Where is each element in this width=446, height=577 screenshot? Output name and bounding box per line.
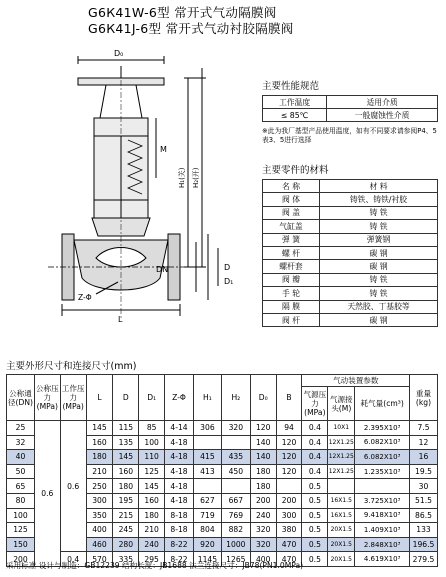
cell-d: 115 [113,421,139,436]
cell-d0: 320 [250,523,276,538]
cell-d: 215 [113,508,139,523]
mat-header-name: 名 称 [263,180,320,193]
mat-name: 手 轮 [263,287,320,300]
dimensions-heading: 主要外形尺寸和连接尺寸(mm) [6,361,137,372]
title-line-2: G6К41J-6型 常开式气动衬胶隔膜阀 [88,21,294,36]
cell-l: 250 [86,479,113,494]
mat-name: 螺 杆 [263,246,320,259]
cell-d0: 240 [250,508,276,523]
cell-weight: 16 [410,450,438,465]
cell-dn: 80 [7,493,35,508]
cell-air-consumption: 1.235X10³ [355,464,410,479]
cell-air-connector: 10X1 [328,421,355,436]
label-h1: H₁(关) [178,167,186,188]
cell-weight: 7.5 [410,421,438,436]
cell-h1: 1145 [193,552,221,567]
cell-weight: 86.5 [410,508,438,523]
cell-air-pressure: 0.4 [302,464,328,479]
cell-air-pressure: 0.5 [302,537,328,552]
cell-d: 245 [113,523,139,538]
mat-material: 天然胶、丁基胶等 [320,300,438,313]
cell-air-connector: 16X1.5 [328,508,355,523]
perf-cell-medium: 一般腐蚀性介质 [327,109,438,122]
materials-heading: 主要零件的材料 [262,165,329,176]
cell-d0: 180 [250,464,276,479]
cell-z: 4-18 [165,493,194,508]
col-d: D [113,375,139,421]
cell-d0: 120 [250,421,276,436]
cell-h1: 306 [193,421,221,436]
cell-l: 160 [86,435,113,450]
performance-heading: 主要性能规范 [262,81,320,92]
cell-h2: 320 [221,421,250,436]
label-m: M [160,145,167,154]
mat-name: 弹 簧 [263,233,320,246]
label-l: L [118,315,123,324]
cell-b [276,479,302,494]
cell-z: 8-18 [165,523,194,538]
perf-header-medium: 适用介质 [327,96,438,109]
cell-z: 4-14 [165,421,194,436]
cell-air-pressure: 0.4 [302,450,328,465]
cell-dn: 200 [7,552,35,567]
cell-d: 335 [113,552,139,567]
cell-d0: 320 [250,537,276,552]
col-l: L [86,375,113,421]
cell-d1: 160 [139,493,165,508]
cell-h2: 1265 [221,552,250,567]
cell-air-connector: 12X1.25 [328,450,355,465]
cell-pn: 0.6 [34,421,60,567]
cell-weight: 51.5 [410,493,438,508]
table-row [7,421,438,436]
cell-d1: 210 [139,523,165,538]
cell-air-connector: 20X1.5 [328,537,355,552]
label-d: D [224,263,231,272]
cell-l: 210 [86,464,113,479]
cell-air-consumption: 4.619X10³ [355,552,410,567]
cell-air-pressure: 0.5 [302,552,328,567]
cell-b: 120 [276,435,302,450]
cell-work: 0.4 [60,552,86,567]
cell-b: 120 [276,450,302,465]
mat-material: 弹簧钢 [320,233,438,246]
mat-name: 隔 膜 [263,300,320,313]
col-b: B [276,375,302,421]
cell-dn: 25 [7,421,35,436]
cell-z: 4-18 [165,450,194,465]
cell-d: 160 [113,464,139,479]
cell-air-pressure: 0.5 [302,479,328,494]
cell-l: 400 [86,523,113,538]
cell-dn: 125 [7,523,35,538]
cell-b: 200 [276,493,302,508]
col-weight: 重量(kg) [410,375,438,421]
label-h2: H₂(开) [192,167,200,188]
cell-h1: 413 [193,464,221,479]
cell-air-pressure: 0.5 [302,493,328,508]
materials-table [262,179,438,327]
cell-z: 8-22 [165,552,194,567]
cell-air-connector: 12X1.25 [328,435,355,450]
cell-h2 [221,479,250,494]
col-d0: D₀ [250,375,276,421]
cell-l: 300 [86,493,113,508]
mat-material: 铸铁、铸铁/衬胶 [320,193,438,206]
dimensions-table [6,374,438,567]
cell-d: 280 [113,537,139,552]
performance-note: ※此为我厂基型产品使用温度，如有不同要求请参阅P4、5表3、5进行选择 [262,127,437,144]
cell-z: 4-18 [165,479,194,494]
cell-h1: 804 [193,523,221,538]
cell-air-consumption: 2.848X10³ [355,537,410,552]
cell-b: 470 [276,552,302,567]
footer-standards: 采用标准 设计与制造：GB12239 结构长度：JB1688 法兰连接尺寸：JB78(PN1.0MPa) [6,561,304,570]
cell-l: 145 [86,421,113,436]
cell-air-connector: 16X1.5 [328,493,355,508]
cell-weight: 19.5 [410,464,438,479]
mat-material: 铸 铁 [320,206,438,219]
col-air-connector: 气源接头(M) [328,387,355,421]
cell-h2: 1000 [221,537,250,552]
cell-d0: 140 [250,450,276,465]
cell-work: 0.6 [60,421,86,552]
cell-d0: 140 [250,435,276,450]
cell-d1: 110 [139,450,165,465]
cell-air-pressure: 0.5 [302,523,328,538]
cell-h2 [221,435,250,450]
cell-air-consumption [355,479,410,494]
cell-l: 460 [86,537,113,552]
col-d1: D₁ [139,375,165,421]
col-z: Z-Φ [165,375,194,421]
cell-d: 145 [113,450,139,465]
cell-weight: 12 [410,435,438,450]
col-air-group: 气动装置参数 [302,375,410,387]
cell-weight: 196.5 [410,537,438,552]
mat-material: 碳 钢 [320,313,438,326]
cell-l: 350 [86,508,113,523]
cell-h1: 719 [193,508,221,523]
cell-air-consumption: 3.725X10³ [355,493,410,508]
col-pn: 公称压力(MPa) [34,375,60,421]
cell-d1: 125 [139,464,165,479]
mat-material: 碳 钢 [320,260,438,273]
col-dn: 公称通径(DN) [7,375,35,421]
cell-l: 180 [86,450,113,465]
cell-d: 135 [113,435,139,450]
cell-h2: 882 [221,523,250,538]
cell-air-consumption: 1.409X10³ [355,523,410,538]
performance-table [262,95,438,122]
cell-air-connector: 20X1.5 [328,523,355,538]
cell-b: 470 [276,537,302,552]
label-d1: D₁ [224,277,234,286]
label-dn: DN [156,265,169,274]
cell-h2: 450 [221,464,250,479]
cell-air-consumption: 6.082X10³ [355,450,410,465]
cell-dn: 65 [7,479,35,494]
col-work: 工作压力(MPa) [60,375,86,421]
perf-cell-temp: ≤ 85℃ [263,109,327,122]
cell-air-consumption: 6.082X10³ [355,435,410,450]
cell-dn: 50 [7,464,35,479]
cell-d1: 145 [139,479,165,494]
mat-material: 铸 铁 [320,220,438,233]
cell-z: 4-18 [165,435,194,450]
cell-l: 570 [86,552,113,567]
cell-air-connector [328,479,355,494]
cell-air-connector: 20X1.5 [328,552,355,567]
cell-weight: 279.5 [410,552,438,567]
cell-d1: 240 [139,537,165,552]
cell-h1 [193,479,221,494]
cell-air-connector: 12X1.25 [328,464,355,479]
cell-b: 120 [276,464,302,479]
cell-air-pressure: 0.4 [302,435,328,450]
cell-h2: 435 [221,450,250,465]
perf-header-temp: 工作温度 [263,96,327,109]
cell-d0: 180 [250,479,276,494]
mat-material: 铸 铁 [320,287,438,300]
mat-header-material: 材 料 [320,180,438,193]
mat-name: 螺杆套 [263,260,320,273]
cell-z: 4-18 [165,464,194,479]
cell-d0: 200 [250,493,276,508]
label-z: Z-Φ [78,293,92,302]
cell-d1: 180 [139,508,165,523]
mat-material: 碳 钢 [320,246,438,259]
cell-d: 195 [113,493,139,508]
cell-z: 8-22 [165,537,194,552]
col-h1: H₁ [193,375,221,421]
cell-b: 94 [276,421,302,436]
col-h2: H₂ [221,375,250,421]
mat-name: 阀 瓣 [263,273,320,286]
cell-weight: 30 [410,479,438,494]
cell-h1: 415 [193,450,221,465]
cell-dn: 32 [7,435,35,450]
cell-d: 180 [113,479,139,494]
cell-dn: 100 [7,508,35,523]
cell-d1: 295 [139,552,165,567]
mat-name: 阀 体 [263,193,320,206]
mat-name: 阀 杆 [263,313,320,326]
title-line-1: G6К41W-6型 常开式气动隔膜阀 [88,5,277,20]
cell-h1: 627 [193,493,221,508]
col-air-pressure: 气源压力(MPa) [302,387,328,421]
label-d0: D₀ [114,49,124,58]
dimensions-body [7,421,438,567]
cell-d1: 100 [139,435,165,450]
cell-h1 [193,435,221,450]
cell-d1: 85 [139,421,165,436]
mat-name: 阀 盖 [263,206,320,219]
cell-air-consumption: 2.395X10³ [355,421,410,436]
cell-air-consumption: 9.418X10³ [355,508,410,523]
cell-weight: 133 [410,523,438,538]
cell-air-pressure: 0.4 [302,421,328,436]
cell-air-pressure: 0.5 [302,508,328,523]
valve-drawing [48,48,256,340]
cell-b: 380 [276,523,302,538]
cell-b: 300 [276,508,302,523]
cell-h2: 769 [221,508,250,523]
cell-dn: 40 [7,450,35,465]
mat-material: 铸 铁 [320,273,438,286]
cell-z: 8-18 [165,508,194,523]
cell-h2: 667 [221,493,250,508]
mat-name: 气缸盖 [263,220,320,233]
cell-d0: 400 [250,552,276,567]
cell-dn: 150 [7,537,35,552]
cell-h1: 920 [193,537,221,552]
col-air-consumption: 耗气量(cm³) [355,387,410,421]
